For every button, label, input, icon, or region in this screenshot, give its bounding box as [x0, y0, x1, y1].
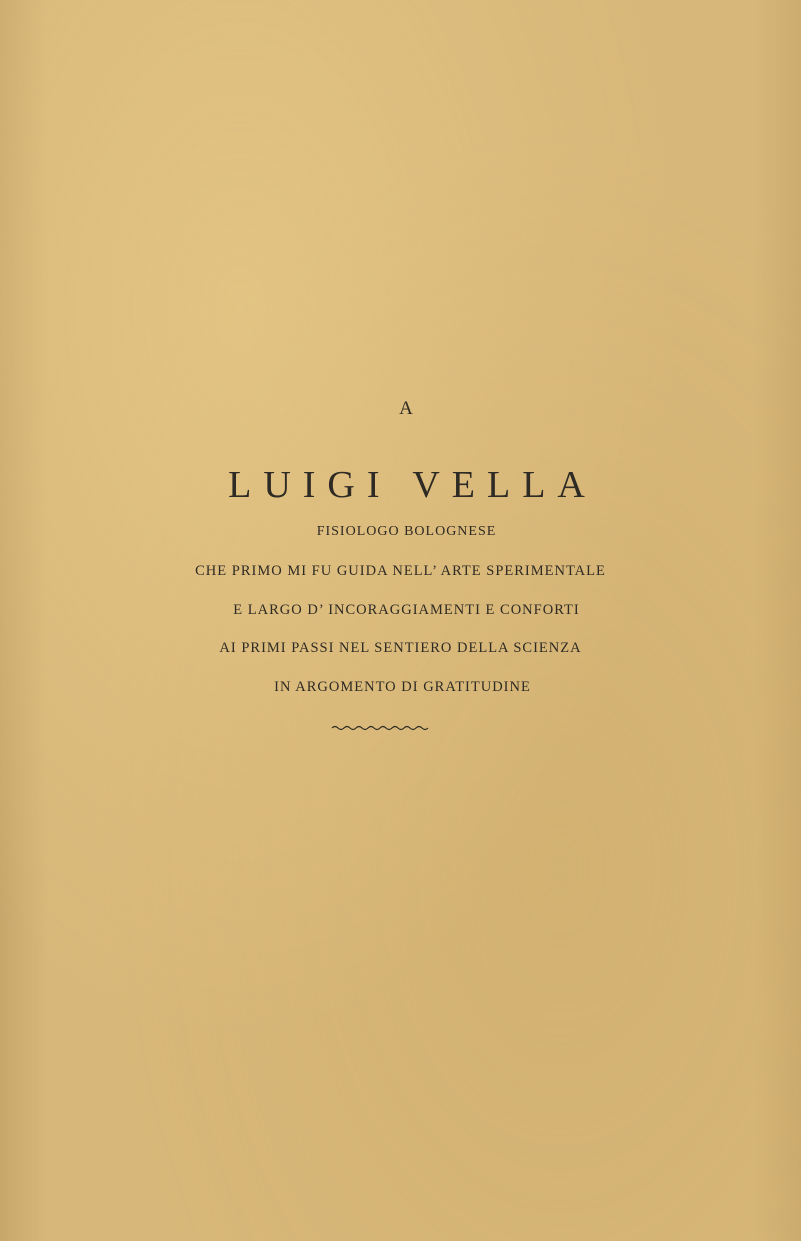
dedicatee-name: LUIGI VELLA: [228, 464, 597, 506]
dedication-line-2: E LARGO D’ INCORAGGIAMENTI E CONFORTI: [233, 602, 580, 618]
dedication-line-4: IN ARGOMENTO DI GRATITUDINE: [274, 679, 531, 695]
dedication-to: A: [399, 398, 414, 419]
wavy-rule-ornament-icon: [330, 724, 430, 732]
dedication-line-1: CHE PRIMO MI FU GUIDA NELL’ ARTE SPERIMENTALE: [195, 563, 606, 579]
dedication-line-3: AI PRIMI PASSI NEL SENTIERO DELLA SCIENZA: [219, 640, 582, 656]
dedicatee-title: FISIOLOGO BOLOGNESE: [316, 524, 497, 539]
